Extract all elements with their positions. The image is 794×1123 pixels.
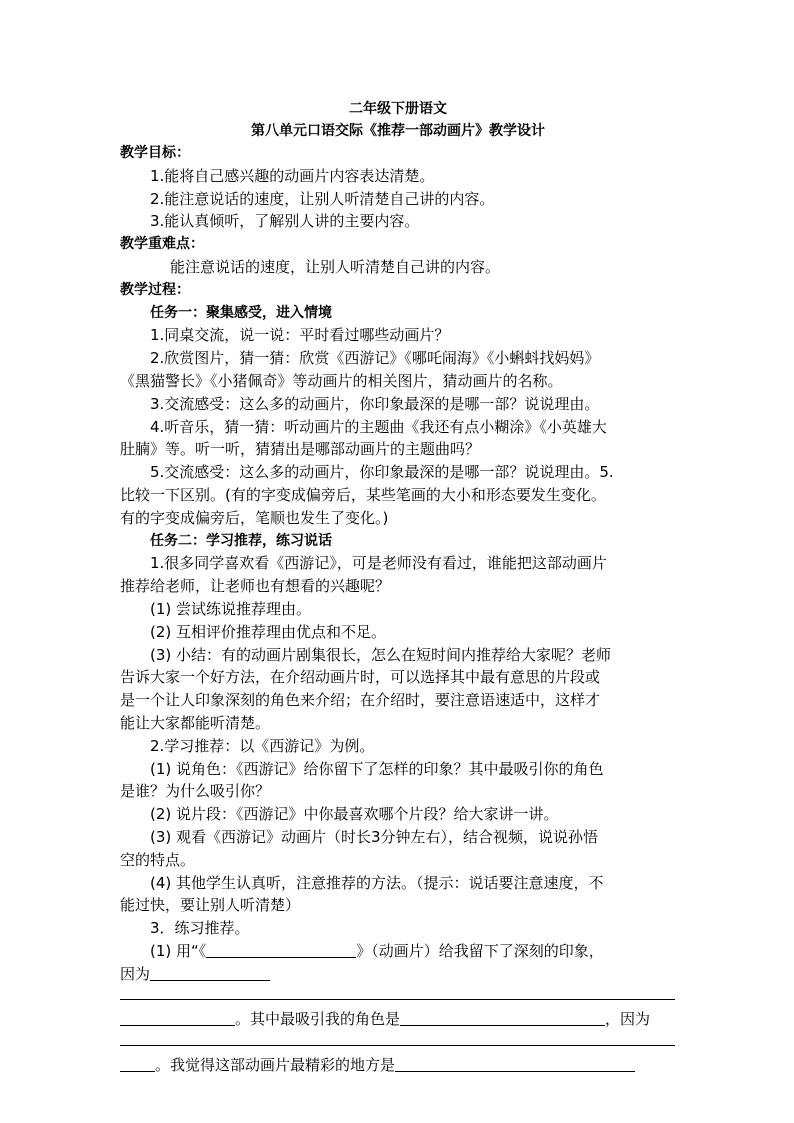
task2-line: 2.学习推荐：以《西游记》为例。 (150, 736, 375, 755)
task2-line: (4) 其他学生认真听，注意推荐的方法。（提示：说话要注意速度，不 (150, 873, 604, 892)
task2-line: (1) 尝试练说推荐理由。 (150, 599, 312, 618)
task2-line: 能让大家都能听清楚。 (120, 713, 271, 732)
task2-line: 是一个让人印象深刻的角色来介绍；在介绍时，要注意语速适中，这样才 (120, 691, 601, 710)
task1-line: 5.交流感受：这么多的动画片，你印象最深的是哪一部？说说理由。5. (150, 463, 614, 482)
task2-line: 能过快，要让别人听清楚） (120, 896, 301, 915)
key-points-text: 能注意说话的速度，让别人听清楚自己讲的内容。 (170, 257, 501, 276)
doc-title-grade: 二年级下册语文 (349, 101, 447, 117)
task1-line: 1.同桌交流，说一说：平时看过哪些动画片？ (150, 326, 450, 345)
task1-line: 2.欣赏图片，猜一猜：欣赏《西游记》《哪吒闹海》《小蝌蚪找妈妈》 (150, 349, 600, 368)
task2-line: (2) 互相评价推荐理由优点和不足。 (150, 622, 387, 641)
task2-line: (2) 说片段：《西游记》中你最喜欢哪个片段？给大家讲一讲。 (150, 805, 559, 824)
task2-line: 告诉大家一个好方法，在介绍动画片时，可以选择其中最有意思的片段或 (120, 668, 601, 687)
fill-text: 因为 (120, 964, 151, 983)
goal-item: 1.能将自己感兴趣的动画片内容表达清楚。 (150, 166, 435, 185)
doc-title-lesson: 第八单元口语交际《推荐一部动画片》教学设计 (251, 123, 545, 139)
task2-line: (1) 说角色：《西游记》给你留下了怎样的印象？其中最吸引你的角色 (150, 759, 604, 778)
fill-line-2 (120, 963, 676, 986)
blank-field[interactable] (150, 964, 270, 981)
fill-text: 。其中最吸引我的角色是 (235, 1010, 401, 1029)
task2-line: 1.很多同学喜欢看《西游记》，可是老师没有看过，谁能把这部动画片 (150, 554, 607, 573)
key-points-heading: 教学重难点： (120, 236, 204, 253)
fill-text: 》（动画片）给我留下了深刻的印象， (356, 941, 604, 960)
task2-line: (3) 观看《西游记》动画片（时长3分钟左右），结合视频，说说孙悟 (150, 827, 599, 846)
process-heading: 教学过程： (120, 281, 190, 298)
task2-heading: 任务二：学习推荐，练习说话 (150, 532, 332, 549)
fill-text: 。我觉得这部动画片最精彩的地方是 (155, 1056, 396, 1075)
task1-line: 比较一下区别。(有的字变成偏旁后，某些笔画的大小和形态要发生变化。 (120, 485, 606, 504)
blank-field[interactable] (400, 1009, 605, 1026)
blank-field[interactable] (120, 1055, 155, 1072)
goal-item: 3.能认真倾听，了解别人讲的主要内容。 (150, 212, 420, 231)
goals-heading: 教学目标： (120, 145, 190, 161)
fill-line-3 (120, 1008, 676, 1031)
task1-line: 有的字变成偏旁后，笔顺也发生了变化。) (120, 508, 389, 527)
task2-line: 是谁？为什么吸引你？ (120, 782, 271, 801)
task1-line: 4.听音乐，猜一猜：听动画片的主题曲《我还有点小糊涂》《小英雄大 (150, 417, 607, 436)
goal-item: 2.能注意说话的速度，让别人听清楚自己讲的内容。 (150, 189, 495, 208)
blank-field[interactable] (206, 941, 356, 958)
task2-line: 空的特点。 (120, 850, 196, 869)
fill-text: ，因为 (605, 1010, 651, 1029)
task2-line: 3．练习推荐。 (150, 919, 250, 938)
task1-heading: 任务一：聚集感受，进入情境 (150, 304, 332, 321)
task1-line: 《黑猫警长》《小猪佩奇》等动画片的相关图片，猜动画片的名称。 (120, 371, 563, 390)
task2-line: (3) 小结：有的动画片剧集很长，怎么在短时间内推荐给大家呢？老师 (150, 645, 612, 664)
blank-full-line[interactable] (120, 1031, 675, 1046)
task1-line: 肚腩》等。听一听，猜猜出是哪部动画片的主题曲吗？ (120, 440, 481, 459)
blank-field[interactable] (120, 1009, 235, 1026)
blank-full-line[interactable] (120, 985, 675, 1000)
fill-text: (1) 用“《 (150, 941, 207, 960)
blank-field[interactable] (395, 1055, 635, 1072)
fill-line-1 (120, 940, 676, 963)
task2-line: 推荐给老师，让老师也有想看的兴趣呢？ (120, 577, 391, 596)
fill-line-4 (120, 1054, 676, 1077)
task1-line: 3.交流感受：这么多的动画片，你印象最深的是哪一部？说说理由。 (150, 394, 600, 413)
